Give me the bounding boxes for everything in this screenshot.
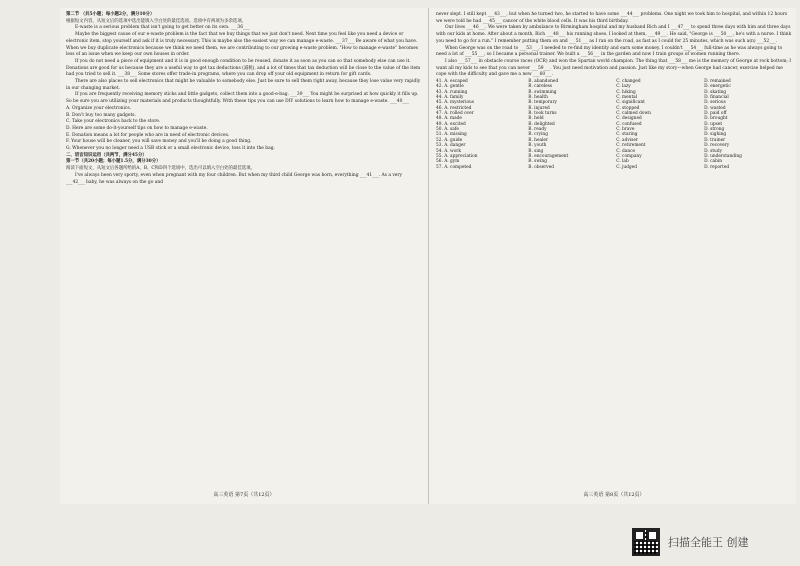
cloze-option: C. lab [616,159,629,165]
section-1-header: 第一节（共20小题；每小题1.5分，满分30分） [66,159,161,165]
cloze-option: C. brave [616,127,635,133]
cloze-option: D. upset [704,121,723,127]
page-divider [428,8,429,504]
cloze-option: B. swimming [528,89,557,95]
cloze-option: D. wasted [704,105,726,111]
cloze-option: D. trainer [704,137,726,143]
cloze-option: C. judged [616,164,637,170]
cloze-option: 51. A. missing [436,132,467,138]
cloze-option: C. company [616,153,642,159]
cloze-option: C. mental [616,95,638,101]
cloze-option: 49. A. excited [436,121,466,127]
page-8 [436,12,792,502]
cloze-option: B. swing [528,159,547,165]
cloze-option: B. abandoned [528,79,559,85]
option-item: A. Organize your electronics. [66,105,131,111]
page-footer: 高三英语 第7页（共12页） [213,492,275,499]
scanner-watermark [632,528,749,556]
cloze-option: C. dance [616,148,636,154]
section-2-instructions: 根据短文内容，从短文后的选项中选出能填入空白处的最佳选项。选项中有两项为多余选项。 [66,18,247,24]
cloze-option: C. changed [616,79,641,85]
exam-sheet [60,8,796,504]
cloze-option: 46. A. restricted [436,105,472,111]
cloze-option: D. cabin [704,159,722,165]
passage-paragraph: When George was on the road to ___53___, I needed to re-find my identity and earn some money. I couldn't ___54___ full-time as he was always going to need a lot of ___55___, so I became a personal trainer. We built a ___56___ in the garden and now I train groups of women running there. [436,45,783,58]
cloze-option: 54. A. work [436,148,461,154]
cloze-option: B. temporary [528,100,557,106]
option-item: C. Take your electronics back to the store. [66,119,161,125]
cloze-option: B. held [528,116,544,122]
cloze-option: 41. A. escaped [436,79,468,85]
qr-code-icon [632,528,660,556]
cloze-option: B. sing [528,148,544,154]
passage-paragraph: Maybe the biggest cause of our e-waste problem is the fact that we buy things that we just don't need. Next time you feel like you need a device or electronic item, stop yourself and ask if it is truly necessary. This is maybe also the easiest way we can manage e-waste. ___37___ Be aware of what you have. When we buy duplicate electronics because we think we need them, we are contributing to our growing e-waste problem. "How to manage e-waste" becomes less of an issue when we keep our own houses in order. [66,32,419,58]
cloze-option: 57. A. competed [436,164,472,170]
cloze-option: D. recovery [704,143,730,149]
cloze-option: D. paid off [704,111,727,117]
cloze-option: B. took turns [528,111,557,117]
cloze-option: C. lazy [616,84,631,90]
cloze-option: C. adviser [616,137,638,143]
cloze-option: B. crying [528,132,548,138]
cloze-option: C. stopped [616,105,640,111]
section-2-header: 第二节 （共5小题；每小题2分，满分10分） [66,12,155,17]
option-item: D. Here are some do-it-yourself tips on how to manage e-waste. [66,125,208,131]
option-item: G. Whenever you no longer need a USB stick or a small electronic device, toss it into the bag. [66,146,275,152]
cloze-option: D. energetic [704,84,731,90]
cloze-option: C. retirement [616,143,646,149]
cloze-option: D. reported [704,164,730,170]
cloze-option: 53. A. danger [436,143,466,149]
option-item: F. Your house will be cleaner, you will save money and you'll be doing a good thing. [66,139,252,145]
passage-paragraph: If you do not need a piece of equipment and it is in good enough condition to be reused, donate it as soon as you can so that somebody else can use it. Donations are good for us because they are a useful way to get tax deductions (减税), and a lot of times that tax deduction will be close to the value of the item had you tried to sell it. ___38___ Some stores offer trade-in programs, where you can drop off your old equipment in return for gift cards. [66,58,421,78]
cloze-option: B. healer [528,137,549,143]
cloze-option: 50. A. safe [436,127,459,133]
cloze-option: 56. A. gym [436,159,460,165]
cloze-option: 55. A. appreciation [436,153,478,159]
cloze-option: 43. A. running [436,89,468,95]
passage-paragraph: never slept. I still kept ___43___, but when he turned two, he started to have some ___44___ problems. One night we took him to hospital, and within 12 hours we were told he had ___45___ cancer of the white blood cells. It was his third birthday. [436,12,788,24]
passage-paragraph: If you are frequently receiving memory sticks and little gadgets, collect them into a good-e-bag. ___39___ You might be surprised at how quickly it fills up. So be sure you are utilizing your materials and products thoughtfully. With these tips you can use DIY solutions to learn how to manage e-waste. ___40___ [66,92,419,105]
cloze-option: B. encouragement [528,153,569,159]
cloze-option: C. designed [616,116,642,122]
cloze-option: B. youth [528,143,547,149]
cloze-option: D. skating [704,89,727,95]
passage-paragraph: I've always been very sporty, even when pregnant with my four children. But when my third child George was born, everything ___41___. As a very ___42___ baby, he was always on the go and [66,172,402,185]
cloze-option: 48. A. made [436,116,462,122]
cloze-option: B. observed [528,164,555,170]
cloze-option: 42. A. gentle [436,84,464,90]
cloze-option: 52. A. guide [436,137,463,143]
cloze-option: C. staring [616,132,638,138]
cloze-option: B. ready [528,127,547,133]
cloze-option: D. brought [704,116,728,122]
page-7 [66,12,422,502]
cloze-option: 44. A. family [436,95,464,101]
cloze-option: D. sighing [704,132,727,138]
cloze-option: B. injured [528,105,550,111]
cloze-option: B. delighted [528,121,555,127]
cloze-option: B. health [528,95,548,101]
passage-paragraph: E-waste is a serious problem that isn't going to get better on its own. ___36___ [75,25,250,31]
cloze-option: D. strong [704,127,725,133]
cloze-option: D. remained [704,79,731,85]
option-item: E. Donation means a lot for people who are in need of electronic devices. [66,132,230,138]
cloze-option: 47. A. rolled over [436,111,474,117]
cloze-option: D. understanding [704,153,742,159]
cloze-option: C. hiking [616,89,636,95]
cloze-option: C. calmed down [616,111,651,117]
cloze-option: D. financial [704,95,729,101]
part-2-header: 二、语言知识运用（共两节，满分45分） [66,152,147,158]
option-item: B. Don't buy too many gadgets. [66,112,136,118]
cloze-option: D. study [704,148,722,154]
cloze-option: C. significant [616,100,645,106]
page-footer: 高三英语 第8页（共12页） [583,492,645,499]
passage-paragraph: I also ___57___ in obstacle course races (OCR) and won the Spartan world champion. The thing that ___58___ me is the memory of George at rock bottom; I want all my kids to see that you can never ___59___. You just need motivation and passion. Just like my story—when George had cancer, exercise helped me cope with the difficulty and gave me a new ___60___. [436,58,792,78]
passage-paragraph: Our lives ___46___. We were taken by ambulance to Birmingham hospital and my husband Rich and I ___47___ to spend three days with him and three days with our kids at home. After about a month, Rich ___48___ his running shoes. I looked at them, ___49___. He said, "George is ___50___, he's with a nurse. I think you need to go for a run." I remember putting them on and ___51___ as I ran on the road, as fast as I could for 25 minutes, which was such a(n) ___52___. [436,25,792,44]
cloze-option: B. careless [528,84,553,90]
cloze-options [436,79,792,170]
watermark-text: 扫描全能王 创建 [668,536,749,549]
passage-paragraph: There are also places to sell electronics that might be valuable to somebody else. Just be sure to sell them right away, because they lose value very rapidly in our changing market. [66,79,421,91]
cloze-option: 45. A. mysterious [436,100,474,106]
section-1-instructions: 阅读下面短文，从短文后各题所给的A、B、C和D四个选项中，选出可以填入空白处的最佳选项。 [66,166,255,172]
cloze-option: D. serious [704,100,726,106]
cloze-option: C. confused [616,121,642,127]
